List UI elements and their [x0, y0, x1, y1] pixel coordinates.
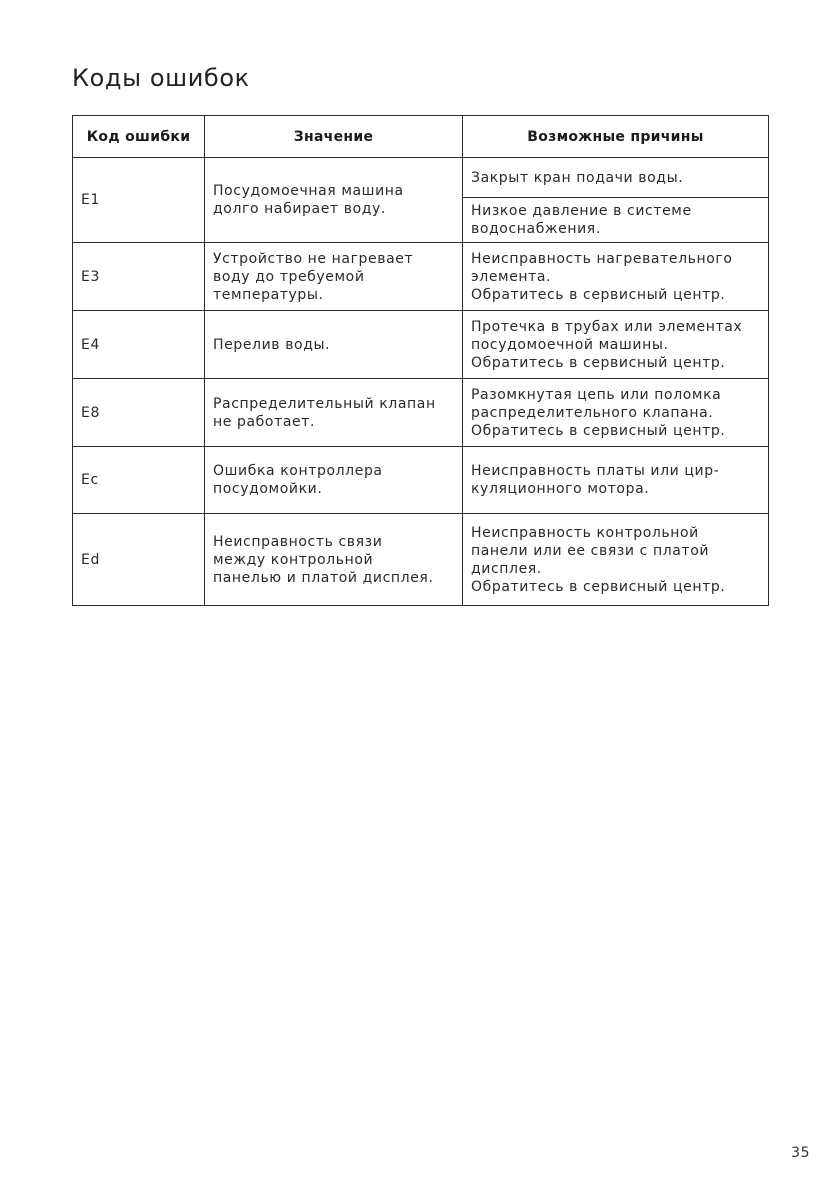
- page-title: Коды ошибок: [72, 64, 250, 92]
- table-header-row: [73, 116, 769, 158]
- error-codes-table: [72, 115, 769, 606]
- error-cause: Неисправность нагревательного элемента. Обратитесь в сервисный центр.: [463, 243, 769, 311]
- table-row: [73, 311, 769, 379]
- table-row: [73, 447, 769, 514]
- page-number: 35: [791, 1145, 810, 1161]
- error-code: E3: [73, 243, 205, 311]
- error-meaning: Распределительный клапан не работает.: [205, 379, 463, 447]
- header-code: Код ошибки: [73, 116, 205, 158]
- error-meaning: Перелив воды.: [205, 311, 463, 379]
- error-meaning: Посудомоечная машина долго набирает воду.: [205, 158, 463, 243]
- error-cause: Протечка в трубах или элементах посудомоечной машины. Обратитесь в сервисный центр.: [463, 311, 769, 379]
- error-code: E1: [73, 158, 205, 243]
- error-meaning: Неисправность связи между контрольной панелью и платой дисплея.: [205, 514, 463, 606]
- error-code: Ec: [73, 447, 205, 514]
- header-causes: Возможные причины: [463, 116, 769, 158]
- table-row: [73, 514, 769, 606]
- error-cause: Разомкнутая цепь или поломка распределительного клапана. Обратитесь в сервисный центр.: [463, 379, 769, 447]
- table-row: [73, 379, 769, 447]
- error-meaning: Ошибка контроллера посудомойки.: [205, 447, 463, 514]
- error-cause: Неисправность платы или цир- куляционного мотора.: [463, 447, 769, 514]
- error-code: E4: [73, 311, 205, 379]
- error-cause: Неисправность контрольной панели или ее связи с платой дисплея. Обратитесь в сервисный центр.: [463, 514, 769, 606]
- header-meaning: Значение: [205, 116, 463, 158]
- error-cause: Закрыт кран подачи воды.: [463, 158, 769, 198]
- error-code: Ed: [73, 514, 205, 606]
- error-code: E8: [73, 379, 205, 447]
- table-row: [73, 158, 769, 198]
- table-row: [73, 243, 769, 311]
- error-meaning: Устройство не нагревает воду до требуемой температуры.: [205, 243, 463, 311]
- error-cause: Низкое давление в системе водоснабжения.: [463, 198, 769, 243]
